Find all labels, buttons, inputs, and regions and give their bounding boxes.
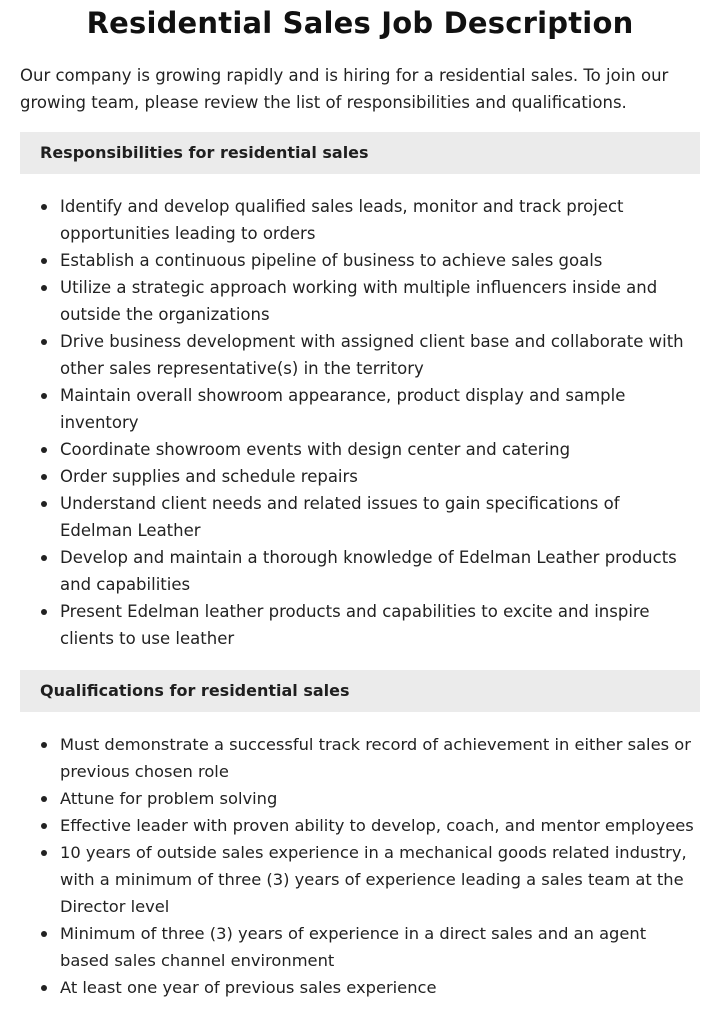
bullet-icon — [41, 474, 47, 480]
bullet-icon — [41, 931, 47, 937]
list-item-text: Develop and maintain a thorough knowledge of Edelman Leather products and capabilities — [60, 548, 677, 594]
list-item — [60, 839, 700, 920]
bullet-icon — [41, 501, 47, 507]
list-item — [60, 812, 700, 839]
list-item — [60, 193, 700, 247]
bullet-icon — [41, 204, 47, 210]
list-item-text: Order supplies and schedule repairs — [60, 467, 358, 486]
list-item-text: Effective leader with proven ability to develop, coach, and mentor employees — [60, 816, 694, 835]
list-item-text: Drive business development with assigned client base and collaborate with other sales representative(s) in the territory — [60, 332, 684, 378]
responsibilities-list — [20, 193, 700, 652]
list-item-text: Minimum of three (3) years of experience in a direct sales and an agent based sales channel environment — [60, 924, 647, 970]
list-item — [60, 920, 700, 974]
responsibilities-header: Responsibilities for residential sales — [20, 132, 700, 174]
list-item — [60, 785, 700, 812]
list-item — [60, 974, 700, 1001]
list-item-text: Establish a continuous pipeline of business to achieve sales goals — [60, 251, 603, 270]
bullet-icon — [41, 555, 47, 561]
list-item — [60, 436, 700, 463]
list-item-text: Understand client needs and related issues to gain specifications of Edelman Leather — [60, 494, 620, 540]
bullet-icon — [41, 985, 47, 991]
list-item — [60, 382, 700, 436]
bullet-icon — [41, 823, 47, 829]
bullet-icon — [41, 258, 47, 264]
bullet-icon — [41, 609, 47, 615]
bullet-icon — [41, 850, 47, 856]
list-item-text: Utilize a strategic approach working with multiple influencers inside and outside the organizations — [60, 278, 658, 324]
list-item-text: 10 years of outside sales experience in a mechanical goods related industry, with a minimum of three (3) years of experience leading a sales team at the Director level — [60, 843, 687, 916]
page-title: Residential Sales Job Description — [86, 6, 634, 40]
list-item-text: Present Edelman leather products and capabilities to excite and inspire clients to use leather — [60, 602, 650, 648]
list-item-text: Maintain overall showroom appearance, product display and sample inventory — [60, 386, 626, 432]
list-item — [60, 274, 700, 328]
bullet-icon — [41, 796, 47, 802]
intro-paragraph: Our company is growing rapidly and is hiring for a residential sales. To join our growing team, please review the list of responsibilities and qualifications. — [20, 66, 669, 112]
bullet-icon — [41, 393, 47, 399]
list-item-text: Identify and develop qualified sales leads, monitor and track project opportunities leading to orders — [60, 197, 624, 243]
list-item-text: Attune for problem solving — [60, 789, 278, 808]
list-item-text: At least one year of previous sales experience — [60, 978, 437, 997]
list-item — [60, 463, 700, 490]
bullet-icon — [41, 742, 47, 748]
list-item-text: Must demonstrate a successful track record of achievement in either sales or previous chosen role — [60, 735, 691, 781]
bullet-icon — [41, 447, 47, 453]
bullet-icon — [41, 339, 47, 345]
list-item — [60, 731, 700, 785]
list-item — [60, 247, 700, 274]
bullet-icon — [41, 285, 47, 291]
list-item-text: Coordinate showroom events with design center and catering — [60, 440, 571, 459]
list-item — [60, 328, 700, 382]
qualifications-header: Qualifications for residential sales — [20, 670, 700, 712]
list-item — [60, 598, 700, 652]
list-item — [60, 544, 700, 598]
qualifications-list — [20, 731, 700, 1001]
list-item — [60, 490, 700, 544]
